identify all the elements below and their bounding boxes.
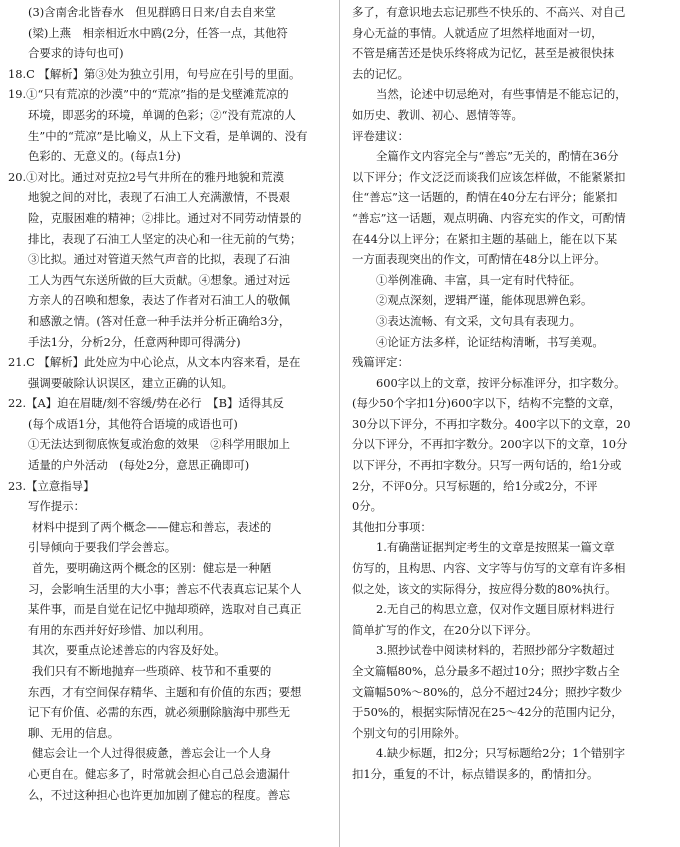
text-line: 记下有价值、必需的东西，就必须删除脑海中那些无 bbox=[28, 705, 290, 720]
text-line: 险，克服困难的精神；②排比。通过对不同劳动情景的 bbox=[28, 210, 302, 225]
text-line: 和感激之情。(答对任意一种手法并分析正确给3分， bbox=[28, 313, 291, 328]
text-line: 文篇幅50%～80%的，总分不超过24分；照抄字数少 bbox=[352, 684, 623, 699]
text-line: (梁)上燕 相亲相近水中鸥(2分，任答一点，其他符 bbox=[28, 25, 288, 40]
text-line: 色彩的、无意义的。(每点1分) bbox=[28, 149, 181, 164]
text-line: 聊、无用的信息。 bbox=[28, 725, 120, 740]
text-line: 不管是痛苦还是快乐终将成为记忆，甚至是被很快抹 bbox=[352, 46, 614, 61]
text-line: 0分。 bbox=[352, 499, 383, 514]
text-line: 强调要破除认识误区，建立正确的认知。 bbox=[28, 375, 234, 390]
text-line: 600字以上的文章，按评分标准评分，扣字数分。 bbox=[376, 375, 626, 390]
text-line: 排比，表现了石油工人坚定的决心和一往无前的气势； bbox=[28, 231, 302, 246]
text-line: ①举例准确、丰富，具一定有时代特征。 bbox=[376, 272, 582, 287]
text-line: 生”中的“荒凉”是比喻义，从上下文看，是单调的、没有 bbox=[28, 128, 308, 143]
text-line: 某件事，而是自觉在记忆中抛却琐碎，选取对自己真正 bbox=[28, 602, 302, 617]
text-line: 全文篇幅80%，总分最多不超过10分；照抄字数占全 bbox=[352, 664, 620, 678]
text-line: 3.照抄试卷中阅读材料的，若照抄部分字数超过 bbox=[376, 643, 615, 658]
left-column bbox=[8, 2, 328, 805]
text-line: 写作提示： bbox=[28, 499, 85, 514]
text-line: 21.C 【解析】此处应为中心论点，从文本内容来看，是在 bbox=[8, 355, 301, 370]
column-divider bbox=[339, 0, 340, 847]
text-line: “善忘”这一话题，观点明确、内容充实的作文，可酌情 bbox=[352, 210, 626, 225]
text-line: (每个成语1分，其他符合语境的成语也可) bbox=[28, 416, 238, 431]
text-line: 合要求的诗句也可) bbox=[28, 46, 124, 61]
text-line: ①无法达到彻底恢复或治愈的效果 ②科学用眼加上 bbox=[28, 437, 290, 452]
text-line: 么，不过这种担心也许更加加剧了健忘的程度。善忘 bbox=[28, 787, 290, 802]
text-line: 残篇评定： bbox=[352, 355, 409, 370]
text-line: 以下评分；作文泛泛而谈我们应该怎样做，不能紧紧扣 bbox=[352, 169, 626, 184]
text-line: 22.【A】迫在眉睫/刻不容缓/势在必行 【B】适得其反 bbox=[8, 396, 284, 411]
text-line: 身心无益的事情。人就适应了坦然样地面对一切， bbox=[352, 25, 603, 40]
text-line: 2.无自己的构思立意，仅对作文题目原材料进行 bbox=[376, 602, 615, 617]
text-line: 去的记忆。 bbox=[352, 66, 409, 81]
text-line: 其次，要重点论述善忘的内容及好处。 bbox=[32, 643, 226, 658]
text-line: ③表达流畅、有文采，文句具有表现力。 bbox=[376, 313, 582, 328]
text-line: ③比拟。通过对管道天然气声音的比拟，表现了石油 bbox=[28, 252, 290, 267]
text-line: 评卷建议： bbox=[352, 128, 409, 143]
text-line: 在44分以上评分；在紧扣主题的基础上，能在以下某 bbox=[352, 231, 618, 246]
text-line: 2分，不评0分。只写标题的，给1分或2分，不评 bbox=[352, 478, 598, 493]
text-line: ②观点深刻，逻辑严谨，能体现思辨色彩。 bbox=[376, 293, 593, 308]
text-line: 心更自在。健忘多了，时常就会担心自己总会遗漏什 bbox=[28, 766, 290, 781]
text-line: 似之处，该文的实际得分，按应得分数的80%执行。 bbox=[352, 581, 617, 596]
text-line: 多了，有意识地去忘记那些不快乐的、不高兴、对自己 bbox=[352, 5, 626, 19]
text-line: (3)含南舍北皆春水 但见群鸥日日来/自去自来堂 bbox=[28, 5, 276, 19]
text-line: 适量的户外活动 (每处2分，意思正确即可) bbox=[28, 458, 250, 473]
text-line: 以下评分，不再扣字数分。只写一两句话的，给1分或 bbox=[352, 458, 622, 473]
text-line: 首先，要明确这两个概念的区别：健忘是一种陋 bbox=[32, 561, 272, 576]
text-line: 1.有确凿证据判定考生的文章是按照某一篇文章 bbox=[376, 540, 615, 555]
text-line: 简单扩写的作文，在20分以下评分。 bbox=[352, 622, 538, 637]
text-line: 于50%的，根据实际情况在25～42分的范围内记分， bbox=[352, 705, 623, 720]
text-line: 健忘会让一个人过得很疲惫，善忘会让一个人身 bbox=[32, 746, 272, 761]
text-line: 分以下评分，不再扣字数分。200字以下的文章，10分 bbox=[352, 437, 628, 452]
text-line: 习，会影响生活里的大小事；善忘不代表真忘记某个人 bbox=[28, 581, 302, 596]
text-line: 材料中提到了两个概念——健忘和善忘，表述的 bbox=[32, 519, 272, 534]
text-line: 19.①“只有荒凉的沙漠”中的“荒凉”指的是戈壁滩荒凉的 bbox=[8, 87, 289, 102]
text-line: 手法1分，分析2分，任意两种即可得满分) bbox=[28, 334, 241, 349]
text-line: 20.①对比。通过对克拉2号气井所在的雅丹地貌和荒漠 bbox=[8, 169, 284, 184]
text-line: 其他扣分事项： bbox=[352, 519, 432, 534]
text-line: 30分以下评分，不再扣字数分。400字以下的文章，20 bbox=[352, 416, 631, 431]
text-line: 住“善忘”这一话题的，酌情在40分左右评分；能紧扣 bbox=[352, 190, 618, 205]
text-line: 方亲人的召唤和想象，表达了作者对石油工人的敬佩 bbox=[28, 293, 290, 308]
text-line: 引导倾向于要我们学会善忘。 bbox=[28, 540, 177, 555]
text-line: 地貌之间的对比，表现了石油工人充满激情，不畏艰 bbox=[28, 190, 290, 205]
text-line: 有用的东西并好好珍惜、加以利用。 bbox=[28, 622, 211, 637]
text-line: ④论证方法多样，论证结构清晰，书写美观。 bbox=[376, 334, 604, 349]
text-line: (每少50个字扣1分)600字以下，结构不完整的文章， bbox=[352, 396, 621, 411]
text-line: 环境，即恶劣的环境，单调的色彩；②“没有荒凉的人 bbox=[28, 107, 296, 122]
text-line: 当然，论述中切忌绝对，有些事情是不能忘记的， bbox=[376, 87, 627, 102]
text-line: 工人为西气东送所做的巨大贡献。④想象。通过对远 bbox=[28, 272, 290, 287]
text-line: 一方面表现突出的作文，可酌情在48分以上评分。 bbox=[352, 252, 606, 267]
text-line: 23.【立意指导】 bbox=[8, 478, 95, 493]
right-column bbox=[352, 2, 670, 785]
text-line: 如历史、教训、初心、恩情等等。 bbox=[352, 107, 523, 122]
text-line: 扣1分，重复的不计，标点错误多的，酌情扣分。 bbox=[352, 766, 599, 781]
text-line: 个别文句的引用除外。 bbox=[352, 725, 466, 740]
text-line: 18.C 【解析】第③处为独立引用，句号应在引号的里面。 bbox=[8, 66, 301, 81]
text-line: 我们只有不断地抛弃一些琐碎、枝节和不重要的 bbox=[32, 664, 272, 678]
text-line: 全篇作文内容完全与“善忘”无关的，酌情在36分 bbox=[376, 149, 619, 164]
text-line: 东西，才有空间保存精华、主题和有价值的东西；要想 bbox=[28, 684, 302, 699]
text-line: 仿写的，且构思、内容、文字等与仿写的文章有许多相 bbox=[352, 561, 626, 576]
text-line: 4.缺少标题，扣2分；只写标题给2分；1个错别字 bbox=[376, 746, 626, 761]
